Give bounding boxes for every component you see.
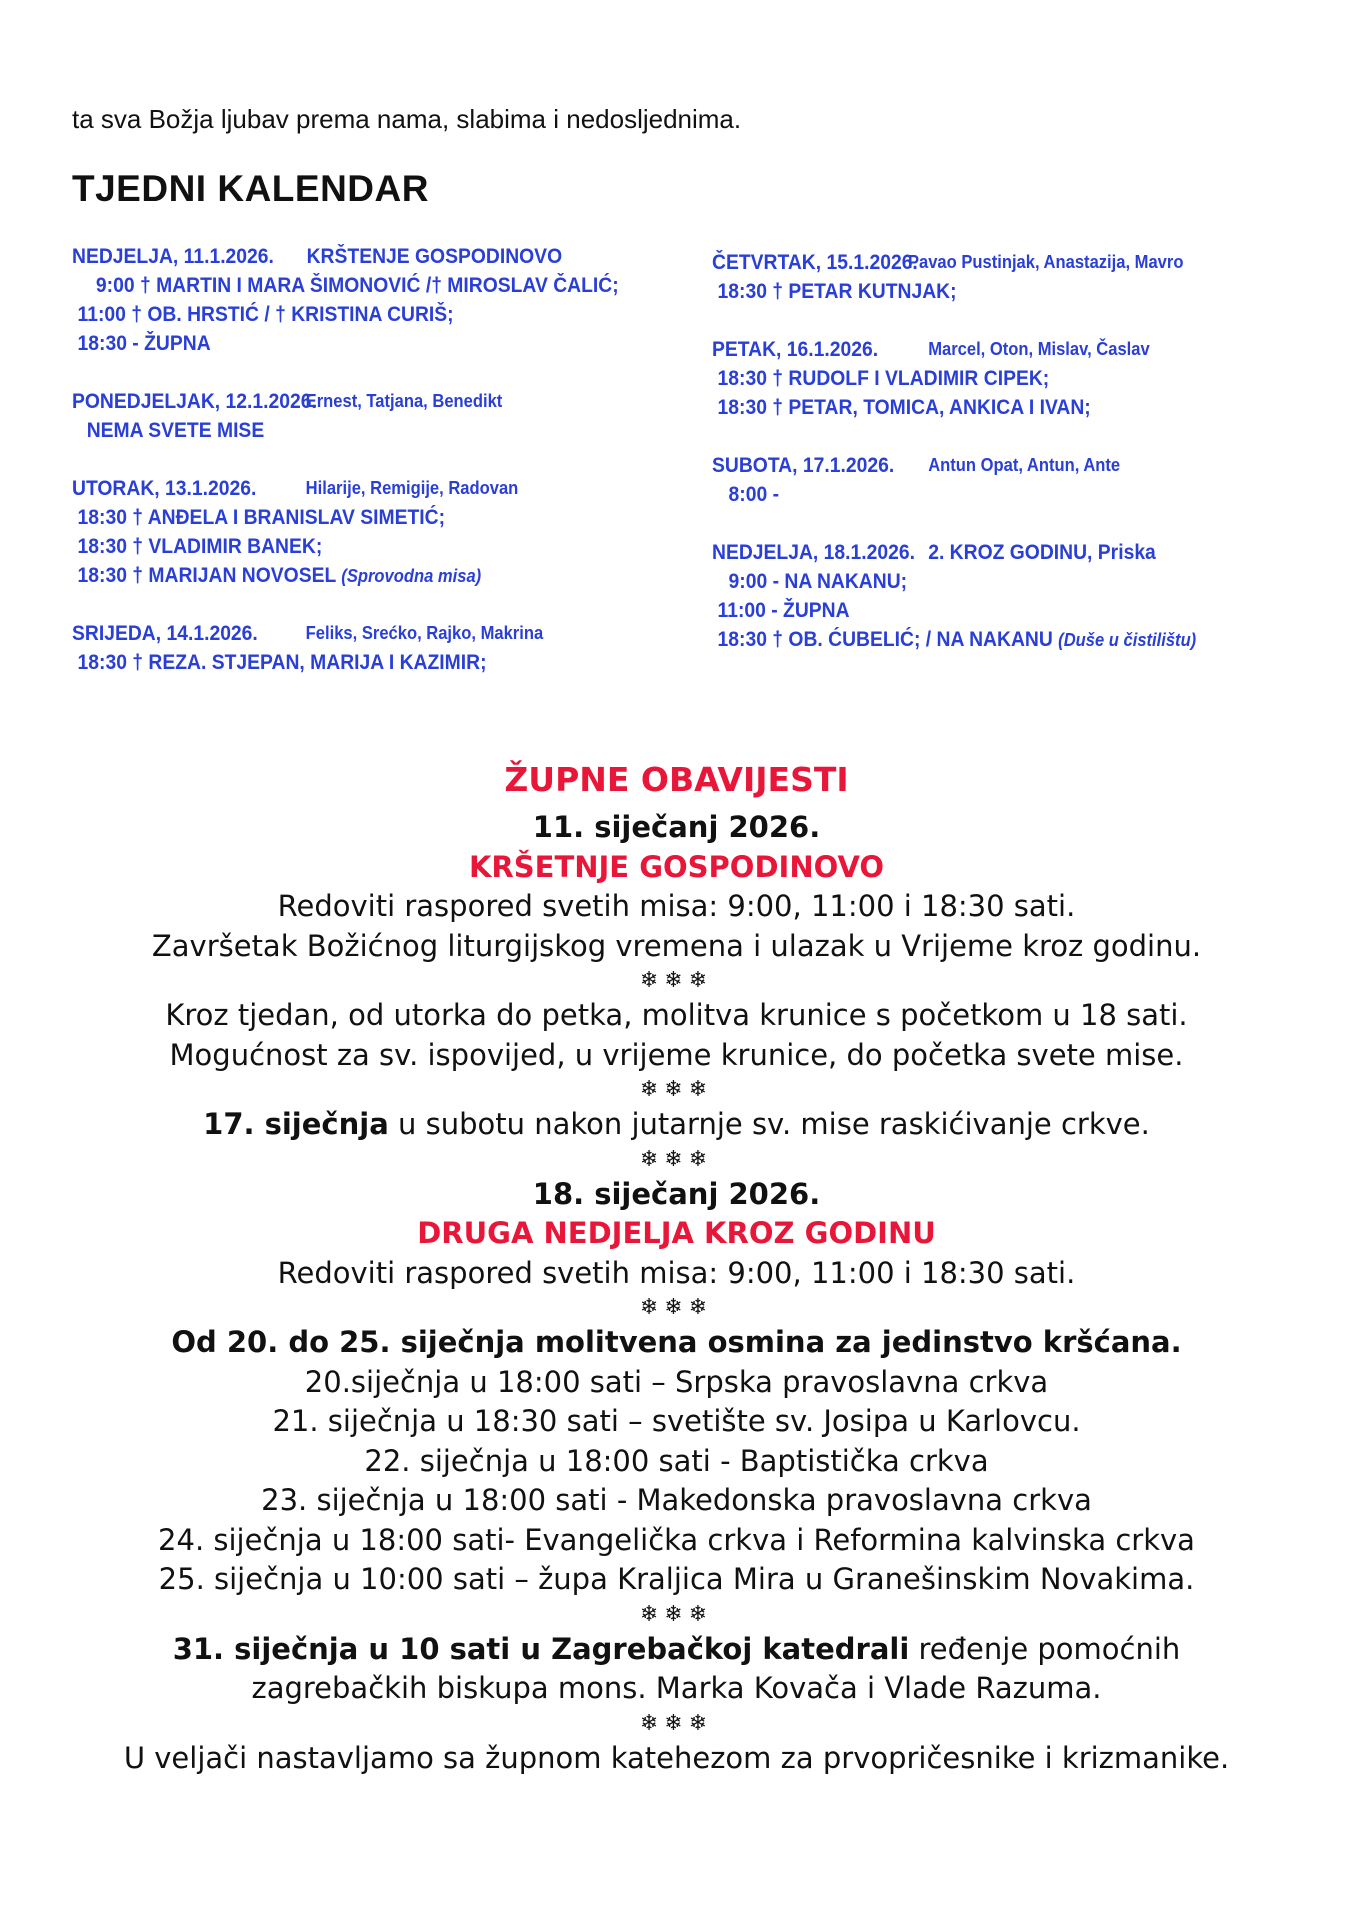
octave-item: 23. siječnja u 18:00 sati - Makedonska pravoslavna crkva <box>261 1483 1092 1517</box>
day-date: ČETVRTAK, 15.1.2026. <box>712 251 918 274</box>
mass-line: 18:30 † OB. ĆUBELIĆ; / NA NAKANU <box>717 628 1053 651</box>
announcement-text: Završetak Božićnog liturgijskog vremena i ulazak u Vrijeme kroz godinu. <box>151 928 1202 963</box>
day-date: SUBOTA, 17.1.2026. <box>712 454 895 477</box>
snowflake-divider-icon: ❄❄❄ <box>639 1601 714 1627</box>
announcement-text: Redoviti raspored svetih misa: 9:00, 11:00 i 18:30 sati. <box>277 1255 1076 1290</box>
calendar-day <box>72 474 692 590</box>
mass-line: 11:00 † OB. HRSTIĆ / † KRISTINA CURIŠ; <box>77 303 454 326</box>
announcement-bold: 17. siječnja <box>203 1107 389 1141</box>
mass-line: 18:30 † PETAR KUTNJAK; <box>717 280 957 303</box>
calendar-title: TJEDNI KALENDAR <box>72 168 429 209</box>
calendar-day <box>712 335 1332 422</box>
calendar-day <box>72 242 692 358</box>
day-date: NEDJELJA, 18.1.2026. <box>712 541 915 564</box>
day-saints: KRŠTENJE GOSPODINOVO <box>306 245 563 268</box>
mass-line: 18:30 † ANĐELA I BRANISLAV SIMETIĆ; <box>77 506 446 529</box>
snowflake-divider-icon: ❄❄❄ <box>639 1710 714 1736</box>
announcements-title: ŽUPNE OBAVIJESTI <box>504 760 849 799</box>
announcement-text: Redoviti raspored svetih misa: 9:00, 11:00 i 18:30 sati. <box>277 889 1076 923</box>
announcement-text: ređenje pomoćnih <box>909 1631 1181 1666</box>
calendar-right-column <box>712 248 1332 683</box>
mass-line: 18:30 † PETAR, TOMICA, ANKICA I IVAN; <box>717 396 1091 419</box>
calendar-day <box>712 538 1332 654</box>
mass-line: 11:00 - ŽUPNA <box>717 599 850 622</box>
parish-announcements <box>40 752 1313 1778</box>
mass-line: 18:30 † RUDOLF I VLADIMIR CIPEK; <box>717 367 1050 390</box>
mass-note: (Sprovodna misa) <box>341 566 482 586</box>
announcement-text: Mogućnost za sv. ispovijed, u vrijeme krunice, do početka svete mise. <box>169 1037 1184 1072</box>
announcement-text: Kroz tjedan, od utorka do petka, molitva krunice s početkom u 18 sati. <box>165 998 1188 1032</box>
octave-item: 22. siječnja u 18:00 sati - Baptistička crkva <box>364 1443 989 1478</box>
mass-line: NEMA SVETE MISE <box>86 419 265 442</box>
announcement-text: U veljači nastavljamo sa župnom katehezom za prvopričesnike i krizmanike. <box>123 1740 1230 1775</box>
announcement-date: 11. siječanj 2026. <box>532 810 821 844</box>
mass-line: 18:30 - ŽUPNA <box>77 332 211 355</box>
day-saints: Antun Opat, Antun, Ante <box>928 455 1121 475</box>
snowflake-divider-icon: ❄❄❄ <box>639 968 714 993</box>
octave-item: 20.siječnja u 18:00 sati – Srpska pravoslavna crkva <box>304 1364 1049 1399</box>
calendar-day <box>712 248 1332 306</box>
calendar-day <box>72 619 692 677</box>
snowflake-divider-icon: ❄❄❄ <box>639 1077 714 1102</box>
feast-title: KRŠETNJE GOSPODINOVO <box>468 849 885 884</box>
day-date: PONEDJELJAK, 12.1.2026. <box>72 390 317 413</box>
mass-line: 18:30 † REZA. STJEPAN, MARIJA I KAZIMIR; <box>77 651 487 674</box>
feast-title: DRUGA NEDJELJA KROZ GODINU <box>417 1216 936 1250</box>
mass-line: 9:00 † MARTIN I MARA ŠIMONOVIĆ /† MIROSLAV ČALIĆ; <box>95 274 619 297</box>
announcement-text: u subotu nakon jutarnje sv. mise raskićivanje crkve. <box>388 1107 1150 1141</box>
calendar-left-column <box>72 242 692 706</box>
octave-title: Od 20. do 25. siječnja molitvena osmina za jedinstvo kršćana. <box>171 1325 1182 1359</box>
announcement-bold: 31. siječnja u 10 sati u Zagrebačkoj katedrali <box>172 1631 910 1666</box>
octave-item: 24. siječnja u 18:00 sati- Evangelička crkva i Reformina kalvinska crkva <box>158 1522 1195 1557</box>
day-saints: 2. KROZ GODINU, Priska <box>928 541 1156 564</box>
octave-item: 25. siječnja u 10:00 sati – župa Kraljica Mira u Granešinskim Novakima. <box>158 1562 1195 1596</box>
mass-note: (Duše u čistilištu) <box>1058 630 1197 650</box>
announcement-text: zagrebačkih biskupa mons. Marka Kovača i Vlade Razuma. <box>251 1671 1102 1705</box>
day-saints: Pavao Pustinjak, Anastazija, Mavro <box>907 252 1184 272</box>
calendar-day <box>72 387 692 445</box>
day-saints: Feliks, Srećko, Rajko, Makrina <box>305 623 544 643</box>
mass-line: 9:00 - NA NAKANU; <box>728 570 908 593</box>
intro-text: ta sva Božja ljubav prema nama, slabima i nedosljednima. <box>72 104 742 134</box>
day-date: PETAK, 16.1.2026. <box>712 338 879 361</box>
day-date: UTORAK, 13.1.2026. <box>72 477 257 500</box>
day-date: SRIJEDA, 14.1.2026. <box>72 622 258 645</box>
octave-item: 21. siječnja u 18:30 sati – svetište sv. Josipa u Karlovcu. <box>272 1404 1081 1438</box>
mass-line: 18:30 † VLADIMIR BANEK; <box>77 535 323 558</box>
mass-line: 18:30 † MARIJAN NOVOSEL <box>77 564 336 587</box>
day-date: NEDJELJA, 11.1.2026. <box>72 245 274 268</box>
day-saints: Ernest, Tatjana, Benedikt <box>305 391 503 411</box>
day-saints: Marcel, Oton, Mislav, Časlav <box>928 339 1150 359</box>
snowflake-divider-icon: ❄❄❄ <box>639 1295 714 1320</box>
snowflake-divider-icon: ❄❄❄ <box>639 1146 714 1172</box>
day-saints: Hilarije, Remigije, Radovan <box>305 478 519 498</box>
announcement-date: 18. siječanj 2026. <box>532 1176 821 1211</box>
mass-line: 8:00 - <box>728 483 780 506</box>
calendar-day <box>712 451 1332 509</box>
